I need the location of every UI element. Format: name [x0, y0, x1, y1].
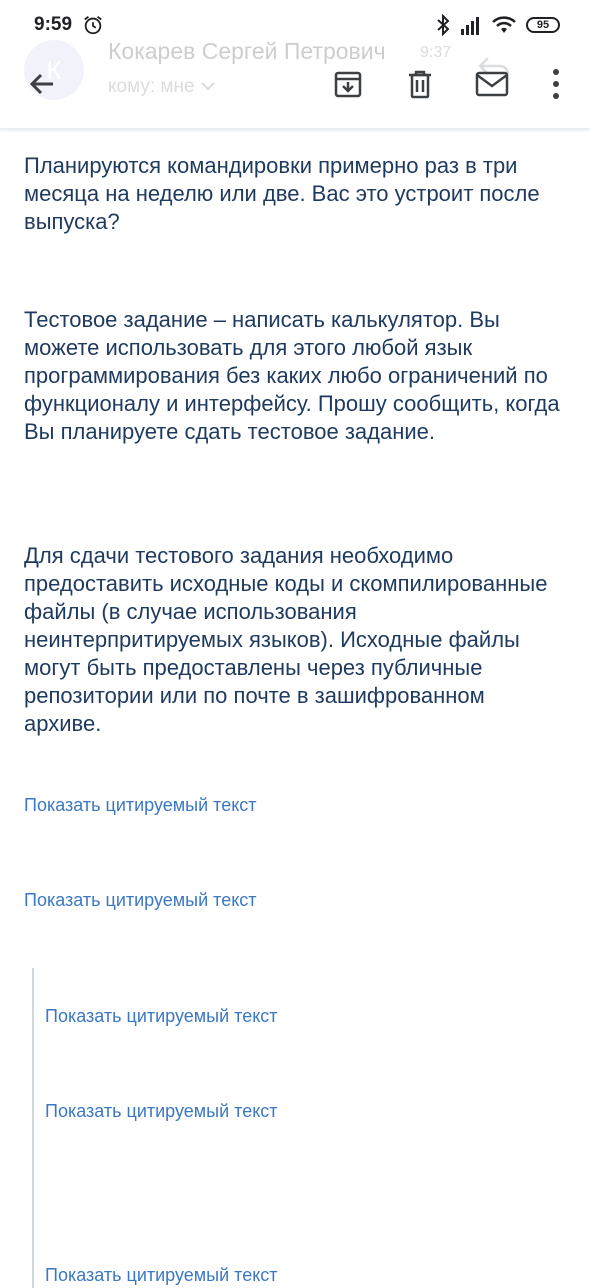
more-icon	[551, 68, 561, 100]
archive-button[interactable]	[326, 62, 370, 106]
status-time: 9:59	[34, 14, 73, 35]
more-options-button[interactable]	[534, 62, 578, 106]
mark-unread-icon	[475, 70, 509, 98]
delete-icon	[405, 68, 435, 100]
archive-icon	[332, 68, 364, 100]
battery-icon: 95	[526, 17, 560, 33]
app-bar	[0, 28, 590, 128]
back-button[interactable]	[20, 62, 64, 106]
message-paragraph: Планируются командировки примерно раз в три месяца на неделю или две. Вас это устроит после выпуска?	[24, 153, 540, 234]
message-paragraph: Тестовое задание – написать калькулятор. Вы можете использовать для этого любой язык программирования без каких любо ограничений по функционалу и интерфейсу. Прошу сообщить, когда Вы планируете сдать тестовое задание.	[24, 307, 560, 444]
recipient-label: кому: мне	[108, 76, 195, 97]
show-quoted-text-link[interactable]: Показать цитируемый текст	[24, 795, 257, 815]
message-paragraph: Для сдачи тестового задания необходимо предоставить исходные коды и скомпилированные файлы (в случае использования неинтерпритируемых языков). Исходные файлы могут быть предоставлены через публичные репозитории или по почте в зашифрованном архиве.	[24, 543, 548, 736]
show-quoted-text-link[interactable]: Показать цитируемый текст	[45, 1265, 278, 1285]
recipient-line[interactable]	[108, 76, 216, 98]
chevron-down-icon	[200, 80, 216, 92]
show-quoted-text-link[interactable]: Показать цитируемый текст	[24, 890, 257, 910]
sender-name: Кокарев Сергей Петрович	[108, 38, 386, 64]
header-divider	[0, 128, 590, 130]
quote-bar	[32, 968, 34, 1288]
avatar[interactable]: К	[24, 40, 84, 100]
back-icon	[27, 69, 57, 99]
sender-time: 9:37	[420, 44, 452, 61]
show-quoted-text-link[interactable]: Показать цитируемый текст	[45, 1006, 278, 1026]
show-quoted-text-link[interactable]: Показать цитируемый текст	[45, 1101, 278, 1121]
delete-button[interactable]	[398, 62, 442, 106]
mark-unread-button[interactable]	[470, 62, 514, 106]
